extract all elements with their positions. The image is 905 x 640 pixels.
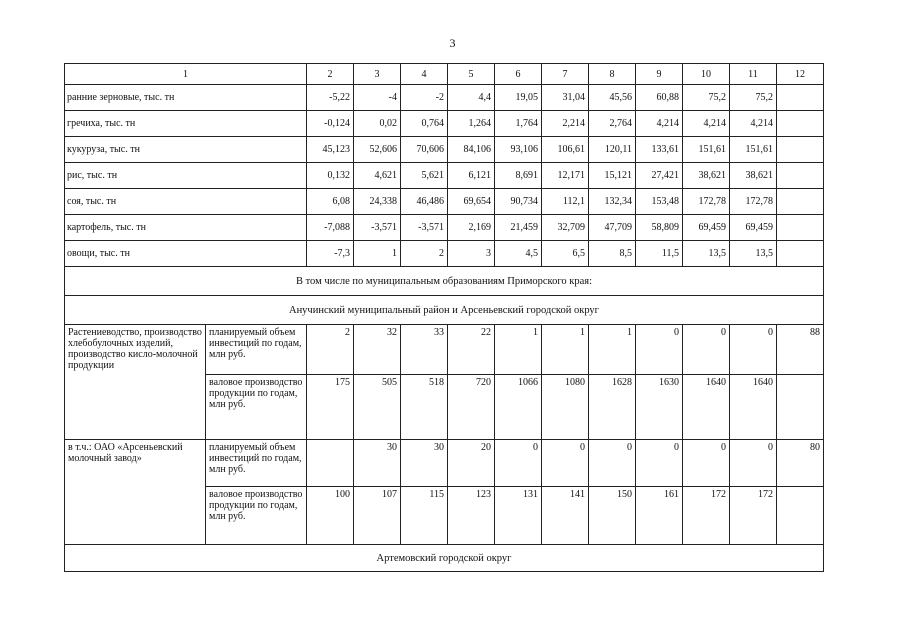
table-cell: -3,571 <box>354 215 401 241</box>
table-cell: 505 <box>354 375 401 440</box>
table-cell: 12,171 <box>542 163 589 189</box>
column-header: 6 <box>495 64 542 85</box>
table-cell: 46,486 <box>401 189 448 215</box>
table-cell: 4,214 <box>636 111 683 137</box>
table-row <box>65 241 824 267</box>
table-cell: 141 <box>542 487 589 545</box>
table-cell: 151,61 <box>730 137 777 163</box>
table-cell: 0 <box>636 440 683 487</box>
table-cell: -0,124 <box>307 111 354 137</box>
table-cell: 33 <box>401 325 448 375</box>
table-cell: 6,121 <box>448 163 495 189</box>
table-cell: 0 <box>636 325 683 375</box>
table-row <box>65 215 824 241</box>
table-cell: 4,5 <box>495 241 542 267</box>
table-row <box>65 325 824 375</box>
table-cell: 100 <box>307 487 354 545</box>
table-cell: 107 <box>354 487 401 545</box>
table-cell: 32,709 <box>542 215 589 241</box>
header-row <box>65 64 824 85</box>
section-row <box>65 545 824 572</box>
table-cell <box>777 215 824 241</box>
table-cell <box>777 85 824 111</box>
table-cell: 115 <box>401 487 448 545</box>
table-cell: 6,08 <box>307 189 354 215</box>
table-cell: -2 <box>401 85 448 111</box>
table-cell: 0,132 <box>307 163 354 189</box>
table-cell: -7,3 <box>307 241 354 267</box>
column-header: 10 <box>683 64 730 85</box>
table-cell: 150 <box>589 487 636 545</box>
table-cell: 4,4 <box>448 85 495 111</box>
table-cell: 0 <box>730 325 777 375</box>
table-cell: 75,2 <box>683 85 730 111</box>
column-header: 2 <box>307 64 354 85</box>
table-cell <box>777 189 824 215</box>
table-cell: 24,338 <box>354 189 401 215</box>
table-cell: 1630 <box>636 375 683 440</box>
column-header: 9 <box>636 64 683 85</box>
table-cell <box>777 487 824 545</box>
table-cell <box>777 375 824 440</box>
crop-label: овощи, тыс. тн <box>65 241 307 267</box>
page-number: 3 <box>449 36 456 50</box>
table-cell: 6,5 <box>542 241 589 267</box>
table-cell: -4 <box>354 85 401 111</box>
table-cell: 0,764 <box>401 111 448 137</box>
column-header: 7 <box>542 64 589 85</box>
table-cell: 4,214 <box>683 111 730 137</box>
table-cell: 1 <box>589 325 636 375</box>
table-cell: 172 <box>730 487 777 545</box>
table-cell: 27,421 <box>636 163 683 189</box>
column-header: 3 <box>354 64 401 85</box>
table-cell: 1 <box>542 325 589 375</box>
table-cell: 2,169 <box>448 215 495 241</box>
table-cell: 720 <box>448 375 495 440</box>
column-header: 1 <box>65 64 307 85</box>
table-cell: 153,48 <box>636 189 683 215</box>
table-cell: 2,764 <box>589 111 636 137</box>
table-cell: 84,106 <box>448 137 495 163</box>
table-cell: 80 <box>777 440 824 487</box>
table-cell: 4,621 <box>354 163 401 189</box>
table-cell: 32 <box>354 325 401 375</box>
table-cell: 8,5 <box>589 241 636 267</box>
table-cell: 4,214 <box>730 111 777 137</box>
table-cell: 88 <box>777 325 824 375</box>
table-cell: 22 <box>448 325 495 375</box>
table-cell: 106,61 <box>542 137 589 163</box>
table-row <box>65 137 824 163</box>
column-header: 11 <box>730 64 777 85</box>
table-cell: 52,606 <box>354 137 401 163</box>
table-cell: 38,621 <box>683 163 730 189</box>
table-cell: 1640 <box>683 375 730 440</box>
table-cell: 1640 <box>730 375 777 440</box>
table-cell: 13,5 <box>730 241 777 267</box>
table-cell: 172,78 <box>683 189 730 215</box>
table-row <box>65 189 824 215</box>
table-cell: 90,734 <box>495 189 542 215</box>
table-cell: 21,459 <box>495 215 542 241</box>
table-cell: 0 <box>495 440 542 487</box>
table-cell: 8,691 <box>495 163 542 189</box>
indicator-label: валовое производство продукции по годам, млн руб. <box>206 487 307 545</box>
table-cell: 30 <box>401 440 448 487</box>
table-cell: 69,654 <box>448 189 495 215</box>
table-cell: 1066 <box>495 375 542 440</box>
indicator-label: планируемый объем инвестиций по годам, млн руб. <box>206 440 307 487</box>
table-cell: 0 <box>683 440 730 487</box>
table-cell: 75,2 <box>730 85 777 111</box>
table-cell: 161 <box>636 487 683 545</box>
table-cell: 0 <box>589 440 636 487</box>
district-heading: Анучинский муниципальный район и Арсеньевский городской округ <box>65 296 824 325</box>
table-cell: 112,1 <box>542 189 589 215</box>
table-cell: 123 <box>448 487 495 545</box>
table-cell: 15,121 <box>589 163 636 189</box>
district-heading: Артемовский городской округ <box>65 545 824 572</box>
column-header: 8 <box>589 64 636 85</box>
table-cell <box>777 111 824 137</box>
crop-label: рис, тыс. тн <box>65 163 307 189</box>
table-cell: 2 <box>401 241 448 267</box>
section-heading: В том числе по муниципальным образованиям Приморского края: <box>65 267 824 296</box>
table-cell: 70,606 <box>401 137 448 163</box>
table-cell: 0 <box>542 440 589 487</box>
crop-label: ранние зерновые, тыс. тн <box>65 85 307 111</box>
table-row <box>65 163 824 189</box>
investment-table <box>64 63 824 572</box>
table-cell: 60,88 <box>636 85 683 111</box>
table-cell: 133,61 <box>636 137 683 163</box>
table-cell: 172,78 <box>730 189 777 215</box>
table-cell: -7,088 <box>307 215 354 241</box>
table-cell: 5,621 <box>401 163 448 189</box>
section-row <box>65 296 824 325</box>
column-header: 4 <box>401 64 448 85</box>
table-cell: 1,264 <box>448 111 495 137</box>
table-cell: 30 <box>354 440 401 487</box>
table-cell: 0,02 <box>354 111 401 137</box>
section-row <box>65 267 824 296</box>
table-cell: 172 <box>683 487 730 545</box>
table-cell: 175 <box>307 375 354 440</box>
activity-name: в т.ч.: ОАО «Арсеньевский молочный завод» <box>65 440 206 545</box>
table-cell: 13,5 <box>683 241 730 267</box>
table-cell: 47,709 <box>589 215 636 241</box>
table-cell: 1628 <box>589 375 636 440</box>
table-cell <box>777 163 824 189</box>
table-cell: 0 <box>683 325 730 375</box>
table-cell: 2,214 <box>542 111 589 137</box>
crop-label: картофель, тыс. тн <box>65 215 307 241</box>
table-cell: 120,11 <box>589 137 636 163</box>
table-cell: 1080 <box>542 375 589 440</box>
table-cell: 45,123 <box>307 137 354 163</box>
table-cell: 3 <box>448 241 495 267</box>
table-row <box>65 111 824 137</box>
table-cell <box>777 137 824 163</box>
indicator-label: валовое производство продукции по годам, млн руб. <box>206 375 307 440</box>
table-row <box>65 85 824 111</box>
table-cell: 45,56 <box>589 85 636 111</box>
table-cell: 131 <box>495 487 542 545</box>
crop-label: кукуруза, тыс. тн <box>65 137 307 163</box>
table-cell: 69,459 <box>730 215 777 241</box>
crop-label: соя, тыс. тн <box>65 189 307 215</box>
table-cell: -3,571 <box>401 215 448 241</box>
table-cell: 20 <box>448 440 495 487</box>
table-cell: 58,809 <box>636 215 683 241</box>
table-cell: -5,22 <box>307 85 354 111</box>
crop-label: гречиха, тыс. тн <box>65 111 307 137</box>
table-cell <box>307 440 354 487</box>
table-cell: 93,106 <box>495 137 542 163</box>
table-cell: 1,764 <box>495 111 542 137</box>
table-cell: 19,05 <box>495 85 542 111</box>
table-cell: 151,61 <box>683 137 730 163</box>
table-cell: 518 <box>401 375 448 440</box>
column-header: 12 <box>777 64 824 85</box>
activity-name: Растениеводство, производство хлебобулочных изделий, производство кисло-молочной продукции <box>65 325 206 440</box>
table-cell: 2 <box>307 325 354 375</box>
column-header: 5 <box>448 64 495 85</box>
table-cell: 132,34 <box>589 189 636 215</box>
table-cell: 38,621 <box>730 163 777 189</box>
table-cell: 31,04 <box>542 85 589 111</box>
table-cell: 11,5 <box>636 241 683 267</box>
table-cell: 69,459 <box>683 215 730 241</box>
table-row <box>65 440 824 487</box>
table-cell: 0 <box>730 440 777 487</box>
table-cell: 1 <box>495 325 542 375</box>
table-cell <box>777 241 824 267</box>
table-cell: 1 <box>354 241 401 267</box>
indicator-label: планируемый объем инвестиций по годам, млн руб. <box>206 325 307 375</box>
